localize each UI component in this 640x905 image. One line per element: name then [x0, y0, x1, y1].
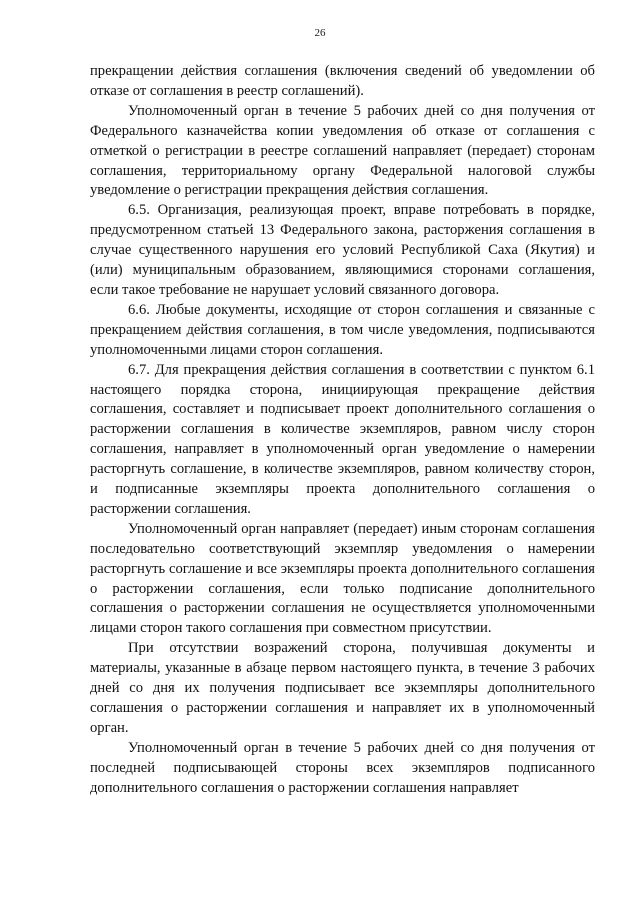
paragraph-no-objections: При отсутствии возражений сторона, получившая документы и материалы, указанные в абзаце первом настоящего пункта, в течение 3 рабочих дней со дня их получения подписывает все экземпляры дополнительного соглашения о расторжении соглашения и направляет их в уполномоченный орган. [90, 640, 595, 736]
paragraph-authority-final-step: Уполномоченный орган в течение 5 рабочих дней со дня получения от последней подписывающей стороны всех экземпляров подписанного дополнительного соглашения о расторжении соглашения направляет [90, 739, 595, 796]
page-number: 26 [314, 27, 326, 39]
paragraph-6-5: 6.5. Организация, реализующая проект, вправе потребовать в порядке, предусмотренном статьей 13 Федерального закона, расторжения соглашения в случае существенного нарушения его условий Республикой Саха (Якутия) и (или) муниципальным образованием, являющимися сторонами соглашения, если такое требование не нарушает условий связанного договора. [90, 202, 595, 298]
paragraph-6-7: 6.7. Для прекращения действия соглашения в соответствии с пунктом 6.1 настоящего порядка сторона, инициирующая прекращение действия соглашения, составляет и подписывает проект дополнительного соглашения о расторжении соглашения в количестве экземпляров, равном числу сторон соглашения, направляет в уполномоченный орган уведомление о намерении расторгнуть соглашение, в количестве экземпляров, равном количеству сторон, и подписанные экземпляры проекта дополнительного соглашения о расторжении соглашения. [90, 361, 595, 517]
paragraph-authority-forwards-notice: Уполномоченный орган направляет (передает) иным сторонам соглашения последовательно соответствующий экземпляр уведомления о намерении расторгнуть соглашение и все экземпляры проекта дополнительного соглашения о расторжении соглашения, если только подписание дополнительного соглашения о расторжении соглашения не осуществляется уполномоченными лицами сторон такого соглашения при совместном присутствии. [90, 520, 595, 637]
document-body [90, 62, 595, 799]
paragraph-treasury-registration-notice: Уполномоченный орган в течение 5 рабочих дней со дня получения от Федерального казначейства копии уведомления об отказе от соглашения с отметкой о регистрации в реестре соглашений направляет (передает) сторонам соглашения, территориальному органу Федеральной налоговой службы уведомление о регистрации прекращения действия соглашения. [90, 102, 595, 199]
paragraph-continuation: прекращении действия соглашения (включения сведений об уведомлении об отказе от соглашения в реестр соглашений). [90, 63, 595, 99]
paragraph-6-6: 6.6. Любые документы, исходящие от сторон соглашения и связанные с прекращением действия соглашения, в том числе уведомления, подписываются уполномоченными лицами сторон соглашения. [90, 301, 595, 358]
